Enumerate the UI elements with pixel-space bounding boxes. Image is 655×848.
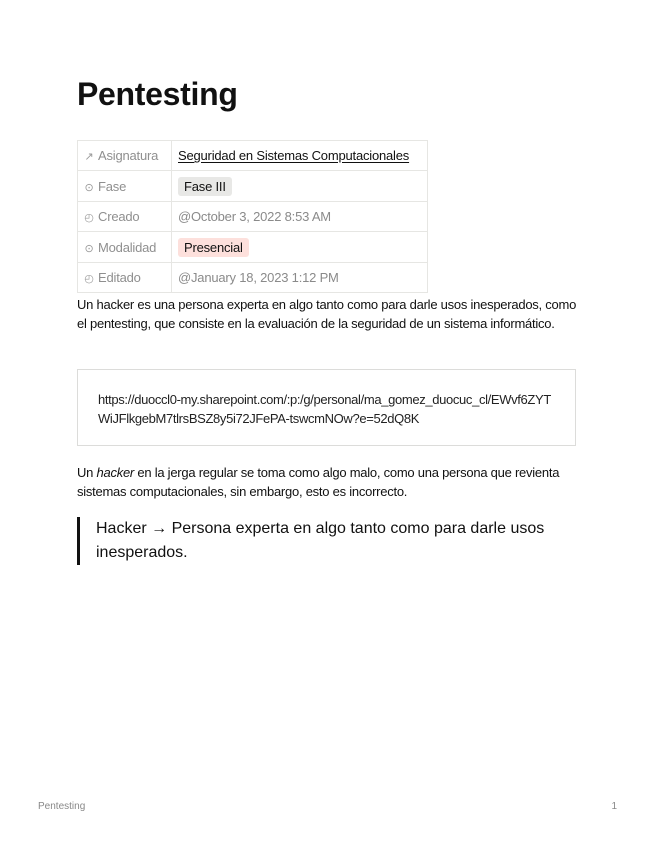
fase-tag[interactable]: Fase III: [178, 177, 232, 196]
modalidad-tag[interactable]: Presencial: [178, 238, 249, 257]
property-key: ⊙ Modalidad: [78, 232, 172, 263]
property-key: ◴ Creado: [78, 202, 172, 232]
created-date: @October 3, 2022 8:53 AM: [178, 209, 331, 224]
select-icon: ⊙: [84, 242, 94, 255]
embed-url[interactable]: https://duoccl0-my.sharepoint.com/:p:/g/personal/ma_gomez_duocuc_cl/EWvf6ZYTWiJFlkgebM7tlrsBSZ8y5i72JFePA-tswcmNOw?e=52dQ8K: [98, 392, 551, 426]
property-value: [172, 263, 428, 293]
page-title: Pentesting: [77, 76, 238, 112]
footer-title: Pentesting: [38, 801, 86, 812]
property-value[interactable]: [172, 232, 428, 263]
property-key: ◴ Editado: [78, 263, 172, 293]
clock-icon: ◴: [84, 212, 94, 224]
property-row-fase: [78, 171, 428, 202]
property-row-creado: [78, 202, 428, 232]
property-row-editado: [78, 263, 428, 293]
embed-link-block[interactable]: [77, 369, 576, 446]
hacker-emphasis: hacker: [96, 465, 135, 480]
property-key: ⊙ Fase: [78, 171, 172, 202]
intro-paragraph: Un hacker es una persona experta en algo tanto como para darle usos inesperados, como el pentesting, que consiste en la evaluación de la seguridad de un sistema informático.: [77, 297, 577, 331]
clock-icon: ◴: [84, 273, 94, 285]
property-value[interactable]: [172, 141, 428, 171]
select-icon: ⊙: [84, 181, 94, 194]
asignatura-link[interactable]: Seguridad en Sistemas Computacionales: [178, 148, 410, 163]
property-value[interactable]: [172, 171, 428, 202]
properties-table: [77, 140, 428, 293]
property-key: ↗ Asignatura: [78, 141, 172, 171]
second-paragraph: Un hacker en la jerga regular se toma como algo malo, como una persona que revienta sistemas computacionales, sin embargo, esto es incorrecto.: [77, 465, 560, 499]
arrow-up-right-icon: ↗: [84, 151, 94, 163]
property-value: [172, 202, 428, 232]
property-row-modalidad: [78, 232, 428, 263]
quote-block: [77, 517, 577, 565]
property-row-asignatura: [78, 141, 428, 171]
quote-text: Hacker → Persona experta en algo tanto como para darle usos inesperados.: [96, 520, 545, 561]
edited-date: @January 18, 2023 1:12 PM: [178, 270, 339, 285]
page-number: 1: [611, 801, 617, 812]
